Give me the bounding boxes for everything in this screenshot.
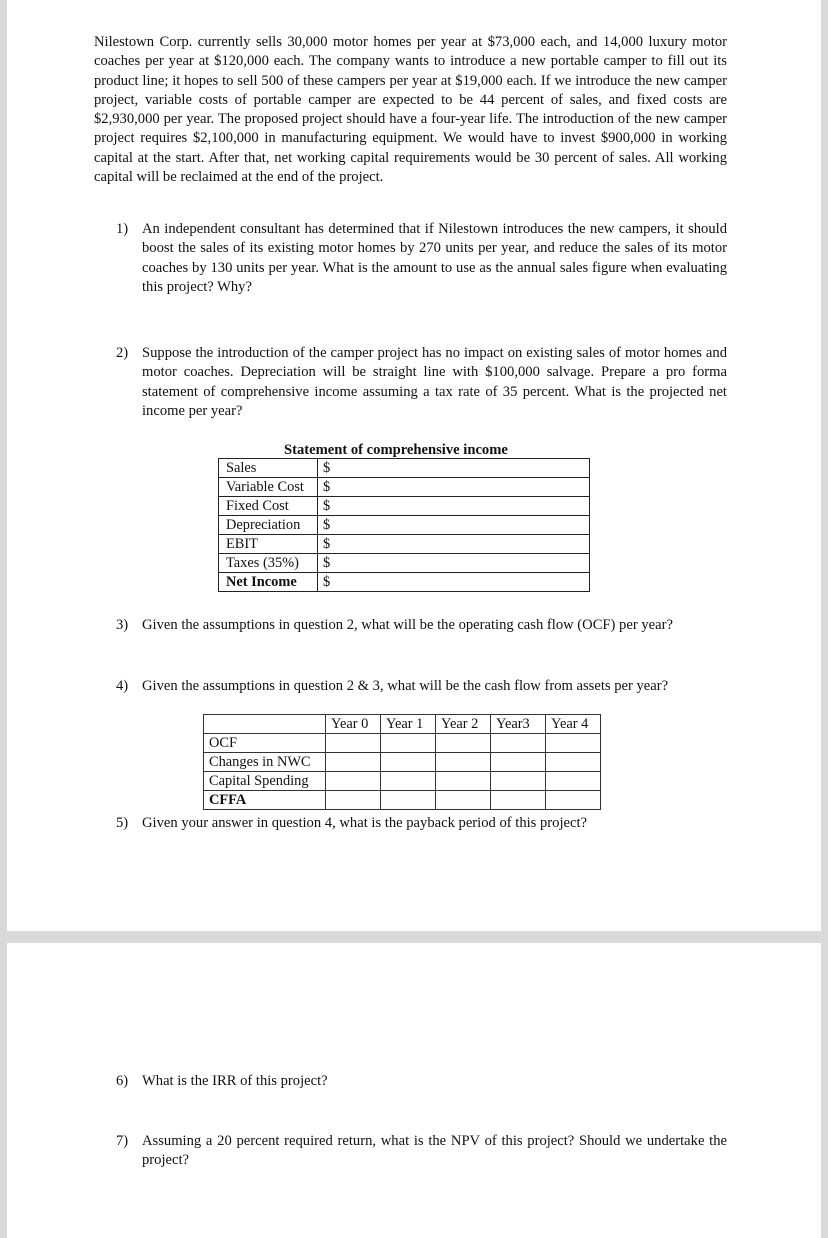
intro-paragraph: Nilestown Corp. currently sells 30,000 motor homes per year at $73,000 each, and 14,000 luxury motor coaches per year at $120,000 each. The company wants to introduce a new portable camper to fill out its product line; it hopes to sell 500 of these campers per year at $19,000 each. If we introduce the new camper project, variable costs of portable camper are expected to be 44 percent of sales, and fixed costs are $2,930,000 per year. The proposed project should have a four-year life. The introduction of the new camper project requires $2,100,000 in manufacturing equipment. We would have to invest $900,000 in working capital at the start. After that, net working capital requirements would be 30 percent of sales. All working capital will be reclaimed at the end of the project. — [94, 34, 727, 186]
table-row — [204, 753, 601, 772]
answer-cell[interactable] — [546, 753, 601, 772]
table-row — [219, 516, 590, 535]
question-text: Given the assumptions in question 2, what will be the operating cash flow (OCF) per year? — [142, 617, 673, 633]
answer-cell[interactable] — [546, 791, 601, 810]
answer-cell[interactable] — [381, 772, 436, 791]
question-text: An independent consultant has determined that if Nilestown introduces the new campers, it should boost the sales of its existing motor homes by 270 units per year, and reduce the sales of its motor coaches by 130 units per year. What is the amount to use as the annual sales figure when evaluating this project? Why? — [142, 221, 727, 295]
answer-cell[interactable] — [436, 791, 491, 810]
table-row — [219, 459, 590, 478]
question-3 — [116, 616, 727, 635]
answer-cell[interactable] — [326, 772, 381, 791]
answer-cell[interactable] — [381, 753, 436, 772]
row-label: Changes in NWC — [204, 753, 326, 772]
row-label: Variable Cost — [219, 478, 318, 497]
table-row — [219, 478, 590, 497]
answer-cell[interactable] — [491, 734, 546, 753]
answer-cell[interactable] — [381, 791, 436, 810]
answer-cell[interactable] — [546, 734, 601, 753]
answer-cell[interactable] — [326, 734, 381, 753]
answer-cell[interactable] — [491, 753, 546, 772]
question-number: 6) — [116, 1073, 129, 1089]
question-7 — [116, 1132, 727, 1171]
answer-cell[interactable] — [326, 753, 381, 772]
question-number: 2) — [116, 345, 129, 361]
answer-cell[interactable] — [491, 772, 546, 791]
column-header: Year3 — [491, 715, 546, 734]
table-row — [204, 734, 601, 753]
row-value: $ — [318, 573, 590, 592]
question-1 — [116, 220, 727, 297]
cash-flow-table — [203, 714, 601, 810]
column-header: Year 1 — [381, 715, 436, 734]
corner-cell — [204, 715, 326, 734]
row-value: $ — [318, 535, 590, 554]
table-row — [219, 535, 590, 554]
row-label: Taxes (35%) — [219, 554, 318, 573]
question-number: 3) — [116, 617, 129, 633]
row-label: Capital Spending — [204, 772, 326, 791]
statement-title: Statement of comprehensive income — [284, 442, 508, 458]
table-row — [219, 497, 590, 516]
question-text: Given your answer in question 4, what is the payback period of this project? — [142, 815, 587, 831]
question-number: 4) — [116, 678, 129, 694]
question-5 — [116, 814, 727, 833]
row-value: $ — [318, 478, 590, 497]
row-value: $ — [318, 516, 590, 535]
question-2 — [116, 344, 727, 421]
question-number: 1) — [116, 221, 129, 237]
table-row — [204, 791, 601, 810]
question-text: What is the IRR of this project? — [142, 1073, 328, 1089]
question-4 — [116, 677, 727, 696]
question-text: Suppose the introduction of the camper project has no impact on existing sales of motor homes and motor coaches. Depreciation will be straight line with $100,000 salvage. Prepare a pro forma statement of comprehensive income assuming a tax rate of 35 percent. What is the projected net income per year? — [142, 345, 727, 419]
row-label: CFFA — [204, 791, 326, 810]
row-label: OCF — [204, 734, 326, 753]
question-6 — [116, 1072, 727, 1091]
row-value: $ — [318, 459, 590, 478]
question-number: 7) — [116, 1133, 129, 1149]
table-row — [219, 554, 590, 573]
row-label: Depreciation — [219, 516, 318, 535]
answer-cell[interactable] — [381, 734, 436, 753]
answer-cell[interactable] — [326, 791, 381, 810]
question-text: Assuming a 20 percent required return, what is the NPV of this project? Should we undertake the project? — [142, 1133, 727, 1169]
question-number: 5) — [116, 815, 129, 831]
answer-cell[interactable] — [436, 753, 491, 772]
answer-cell[interactable] — [491, 791, 546, 810]
row-value: $ — [318, 554, 590, 573]
row-value: $ — [318, 497, 590, 516]
column-header: Year 0 — [326, 715, 381, 734]
table-row — [204, 772, 601, 791]
column-header: Year 4 — [546, 715, 601, 734]
row-label: Fixed Cost — [219, 497, 318, 516]
column-header: Year 2 — [436, 715, 491, 734]
answer-cell[interactable] — [436, 772, 491, 791]
table-header-row — [204, 715, 601, 734]
row-label: Sales — [219, 459, 318, 478]
table-row — [219, 573, 590, 592]
row-label: Net Income — [219, 573, 318, 592]
row-label: EBIT — [219, 535, 318, 554]
answer-cell[interactable] — [436, 734, 491, 753]
answer-cell[interactable] — [546, 772, 601, 791]
question-text: Given the assumptions in question 2 & 3, what will be the cash flow from assets per year? — [142, 678, 669, 694]
income-statement-table — [218, 458, 590, 592]
